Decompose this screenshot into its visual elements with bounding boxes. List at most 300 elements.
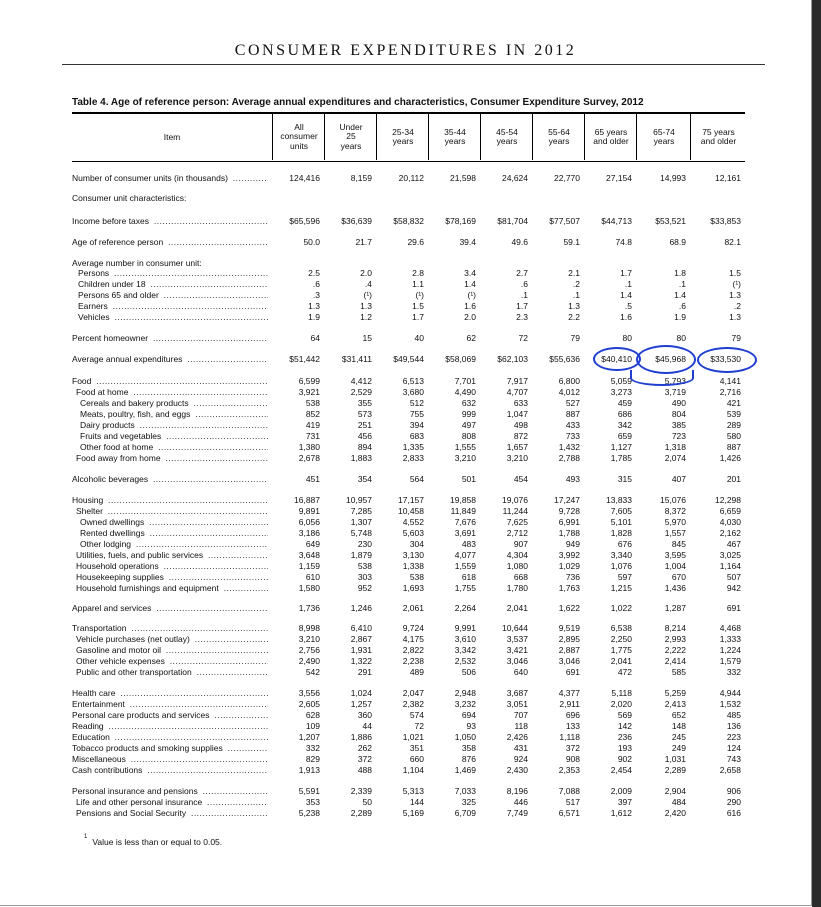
table-cell: 686 bbox=[617, 409, 632, 419]
table-cell: (¹) bbox=[467, 290, 476, 300]
row-label-text: Persons 65 and older bbox=[78, 290, 159, 300]
table-cell: 291 bbox=[357, 667, 372, 677]
table-cell: 668 bbox=[513, 572, 528, 582]
table-cell: 2,289 bbox=[350, 808, 372, 818]
row-label-text: Other lodging bbox=[80, 539, 132, 549]
table-cell: 4,377 bbox=[558, 688, 580, 698]
row-label-text: Miscellaneous bbox=[72, 754, 126, 764]
table-cell: 1,004 bbox=[664, 561, 686, 571]
table-cell: 7,033 bbox=[454, 786, 476, 796]
table-cell: 736 bbox=[565, 572, 580, 582]
table-cell: $33,530 bbox=[710, 354, 741, 364]
table-cell: 7,749 bbox=[506, 808, 528, 818]
table-cell: 580 bbox=[726, 431, 741, 441]
table-cell: 16,887 bbox=[294, 495, 320, 505]
column-header: 65-74 years bbox=[636, 114, 691, 160]
row-label-text: Food away from home bbox=[76, 453, 161, 463]
row-label bbox=[80, 409, 268, 420]
row-label bbox=[72, 333, 268, 344]
row-label-text: Housing bbox=[72, 495, 104, 505]
column-header: All consumer units bbox=[272, 114, 325, 160]
table-cell: 11,244 bbox=[502, 506, 528, 516]
row-label bbox=[80, 442, 268, 453]
table-cell: $58,832 bbox=[393, 216, 424, 226]
table-cell: 493 bbox=[565, 474, 580, 484]
table-row bbox=[72, 786, 745, 797]
table-cell: 50.0 bbox=[303, 237, 320, 247]
row-label-text: Percent homeowner bbox=[72, 333, 149, 343]
table-row bbox=[72, 216, 745, 227]
table-cell: 6,571 bbox=[558, 808, 580, 818]
table-cell: 538 bbox=[409, 572, 424, 582]
table-cell: 1.2 bbox=[360, 312, 372, 322]
table-row bbox=[72, 474, 745, 485]
table-cell: 15 bbox=[362, 333, 372, 343]
row-label bbox=[80, 517, 268, 528]
table-cell: 2,047 bbox=[402, 688, 424, 698]
table-cell: 6,659 bbox=[719, 506, 741, 516]
table-cell: 538 bbox=[305, 398, 320, 408]
table-row bbox=[72, 312, 745, 323]
row-label-text: Entertainment bbox=[72, 699, 125, 709]
table-cell: 4,490 bbox=[454, 387, 476, 397]
table-cell: 80 bbox=[676, 333, 686, 343]
table-cell: 3,691 bbox=[454, 528, 476, 538]
table-cell: 1,257 bbox=[350, 699, 372, 709]
table-cell: 397 bbox=[617, 797, 632, 807]
table-cell: 80 bbox=[622, 333, 632, 343]
table-cell: 731 bbox=[305, 431, 320, 441]
table-cell: 942 bbox=[726, 583, 741, 593]
table-cell: $78,169 bbox=[445, 216, 476, 226]
table-cell: 691 bbox=[726, 603, 741, 613]
table-cell: 1.5 bbox=[729, 268, 741, 278]
table-row bbox=[72, 301, 745, 312]
table-cell: 8,214 bbox=[664, 623, 686, 633]
row-label bbox=[78, 312, 268, 323]
table-cell: 2,041 bbox=[610, 656, 632, 666]
column-header: 35-44 years bbox=[428, 114, 481, 160]
table-cell: 733 bbox=[565, 431, 580, 441]
table-cell: 3,421 bbox=[506, 645, 528, 655]
row-label bbox=[80, 431, 268, 442]
row-label-text: Health care bbox=[72, 688, 116, 698]
table-cell: 230 bbox=[357, 539, 372, 549]
table-cell: $77,507 bbox=[549, 216, 580, 226]
table-cell: 394 bbox=[409, 420, 424, 430]
table-cell: 1,246 bbox=[350, 603, 372, 613]
row-label bbox=[80, 398, 268, 409]
table-cell: 1,780 bbox=[506, 583, 528, 593]
table-row bbox=[72, 688, 745, 699]
table-row bbox=[72, 517, 745, 528]
table-cell: 5,970 bbox=[664, 517, 686, 527]
table-cell: 1.6 bbox=[620, 312, 632, 322]
table-cell: 872 bbox=[513, 431, 528, 441]
table-cell: $33,853 bbox=[710, 216, 741, 226]
row-label bbox=[72, 754, 268, 765]
table-cell: 2,529 bbox=[350, 387, 372, 397]
table-cell: 2,339 bbox=[350, 786, 372, 796]
column-header: 25-34 years bbox=[376, 114, 429, 160]
table-cell: 1,763 bbox=[558, 583, 580, 593]
table-cell: 5,591 bbox=[298, 786, 320, 796]
table-cell: $51,442 bbox=[289, 354, 320, 364]
table-cell: 2,238 bbox=[402, 656, 424, 666]
table-cell: 1.8 bbox=[674, 268, 686, 278]
table-cell: 628 bbox=[305, 710, 320, 720]
table-cell: 3,687 bbox=[506, 688, 528, 698]
table-cell: 1.7 bbox=[620, 268, 632, 278]
table-cell: 1.1 bbox=[412, 279, 424, 289]
table-cell: 1,736 bbox=[298, 603, 320, 613]
table-cell: 1,104 bbox=[402, 765, 424, 775]
table-cell: 262 bbox=[357, 743, 372, 753]
table-cell: 2,162 bbox=[719, 528, 741, 538]
table-cell: 201 bbox=[726, 474, 741, 484]
table-cell: 1,215 bbox=[610, 583, 632, 593]
row-label bbox=[76, 645, 268, 656]
table-cell: 707 bbox=[513, 710, 528, 720]
table-cell: 59.1 bbox=[563, 237, 580, 247]
table-cell: 2,822 bbox=[402, 645, 424, 655]
table-cell: 1,287 bbox=[664, 603, 686, 613]
row-label-text: Food bbox=[72, 376, 92, 386]
table-cell: 999 bbox=[461, 409, 476, 419]
table-cell: 9,519 bbox=[558, 623, 580, 633]
table-cell: 2,532 bbox=[454, 656, 476, 666]
table-cell: 2,716 bbox=[719, 387, 741, 397]
row-label bbox=[76, 656, 268, 667]
table-cell: 2,895 bbox=[558, 634, 580, 644]
table-cell: $55,636 bbox=[549, 354, 580, 364]
table-cell: .6 bbox=[312, 279, 320, 289]
table-cell: 354 bbox=[357, 474, 372, 484]
table-cell: 1,436 bbox=[664, 583, 686, 593]
row-label bbox=[72, 732, 268, 743]
table-cell: 484 bbox=[671, 797, 686, 807]
row-label bbox=[72, 216, 268, 227]
row-label bbox=[76, 667, 268, 678]
row-label bbox=[76, 506, 268, 517]
table-cell: 385 bbox=[671, 420, 686, 430]
row-label bbox=[72, 688, 268, 699]
table-cell: 1,224 bbox=[719, 645, 741, 655]
table-cell: 2.1 bbox=[568, 268, 580, 278]
table-cell: 743 bbox=[726, 754, 741, 764]
table-cell: 2,712 bbox=[506, 528, 528, 538]
table-cell: 2,426 bbox=[506, 732, 528, 742]
table-cell: 564 bbox=[409, 474, 424, 484]
table-cell: 144 bbox=[409, 797, 424, 807]
table-row bbox=[72, 539, 745, 550]
table-cell: 887 bbox=[726, 442, 741, 452]
table-cell: 17,247 bbox=[554, 495, 580, 505]
row-label bbox=[76, 583, 268, 594]
table-cell: 459 bbox=[617, 398, 632, 408]
table-cell: 3.4 bbox=[464, 268, 476, 278]
table-cell: 5,793 bbox=[664, 376, 686, 386]
table-cell: 8,372 bbox=[664, 506, 686, 516]
table-cell: 64 bbox=[310, 333, 320, 343]
table-row bbox=[72, 420, 745, 431]
table-cell: 3,537 bbox=[506, 634, 528, 644]
table-cell: 360 bbox=[357, 710, 372, 720]
row-label-text: Food at home bbox=[76, 387, 129, 397]
table-cell: 372 bbox=[357, 754, 372, 764]
table-cell: 2,867 bbox=[350, 634, 372, 644]
column-header: 65 years and older bbox=[584, 114, 637, 160]
table-cell: 610 bbox=[305, 572, 320, 582]
table-cell: 1,883 bbox=[350, 453, 372, 463]
row-label bbox=[76, 808, 268, 819]
table-cell: $65,596 bbox=[289, 216, 320, 226]
row-label-text: Children under 18 bbox=[78, 279, 146, 289]
table-cell: 82.1 bbox=[724, 237, 741, 247]
table-cell: 12,161 bbox=[715, 173, 741, 183]
table-row bbox=[72, 268, 745, 279]
row-label bbox=[72, 699, 268, 710]
table-cell: 68.9 bbox=[669, 237, 686, 247]
row-label-text: Education bbox=[72, 732, 110, 742]
table-cell: 10,458 bbox=[398, 506, 424, 516]
table-cell: 72 bbox=[518, 333, 528, 343]
item-column-header: Item bbox=[163, 132, 181, 142]
table-cell: 2,833 bbox=[402, 453, 424, 463]
table-cell: 569 bbox=[617, 710, 632, 720]
row-label-text: Cereals and bakery products bbox=[80, 398, 189, 408]
table-cell: 517 bbox=[565, 797, 580, 807]
table-row bbox=[72, 173, 745, 184]
row-label bbox=[72, 786, 268, 797]
table-cell: 332 bbox=[305, 743, 320, 753]
table-cell: 451 bbox=[305, 474, 320, 484]
table-cell: 19,076 bbox=[502, 495, 528, 505]
row-label-text: Life and other personal insurance bbox=[76, 797, 203, 807]
table-cell: .4 bbox=[364, 279, 372, 289]
table-cell: 2,756 bbox=[298, 645, 320, 655]
table-cell: 852 bbox=[305, 409, 320, 419]
table-cell: 6,056 bbox=[298, 517, 320, 527]
table-cell: 8,159 bbox=[350, 173, 372, 183]
table-row bbox=[72, 634, 745, 645]
table-cell: 12,298 bbox=[715, 495, 741, 505]
table-cell: 2,009 bbox=[610, 786, 632, 796]
table-cell: 3,595 bbox=[664, 550, 686, 560]
table-cell: 2.3 bbox=[516, 312, 528, 322]
table-cell: 49.6 bbox=[511, 237, 528, 247]
row-label bbox=[78, 268, 268, 279]
row-label-text: Tobacco products and smoking supplies bbox=[72, 743, 223, 753]
table-cell: $36,639 bbox=[341, 216, 372, 226]
row-label-text: Owned dwellings bbox=[80, 517, 145, 527]
table-cell: 902 bbox=[617, 754, 632, 764]
header-bottom-rule bbox=[72, 161, 745, 162]
row-label bbox=[72, 376, 268, 387]
table-cell: 7,088 bbox=[558, 786, 580, 796]
table-row bbox=[72, 710, 745, 721]
column-header: 75 years and older bbox=[690, 114, 746, 160]
table-cell: 342 bbox=[617, 420, 632, 430]
table-cell: 808 bbox=[461, 431, 476, 441]
table-cell: 3,921 bbox=[298, 387, 320, 397]
row-label-text: Number of consumer units (in thousands) bbox=[72, 173, 228, 183]
table-cell: .1 bbox=[572, 290, 580, 300]
table-cell: 952 bbox=[357, 583, 372, 593]
table-cell: 498 bbox=[513, 420, 528, 430]
table-cell: 1,580 bbox=[298, 583, 320, 593]
table-cell: 6,991 bbox=[558, 517, 580, 527]
table-cell: 7,917 bbox=[506, 376, 528, 386]
table-cell: 1,426 bbox=[719, 453, 741, 463]
table-cell: 2.7 bbox=[516, 268, 528, 278]
table-cell: 3,210 bbox=[506, 453, 528, 463]
table-cell: 3,130 bbox=[402, 550, 424, 560]
table-cell: 633 bbox=[513, 398, 528, 408]
table-cell: 13,833 bbox=[606, 495, 632, 505]
table-cell: 1.3 bbox=[729, 290, 741, 300]
table-row bbox=[72, 453, 745, 464]
row-label-text: Gasoline and motor oil bbox=[76, 645, 162, 655]
row-label bbox=[78, 301, 268, 312]
table-cell: 5,238 bbox=[298, 808, 320, 818]
table-cell: 332 bbox=[726, 667, 741, 677]
row-label bbox=[76, 453, 268, 464]
table-cell: 3,210 bbox=[454, 453, 476, 463]
table-cell: 29.6 bbox=[407, 237, 424, 247]
table-cell: 676 bbox=[617, 539, 632, 549]
table-cell: 2,454 bbox=[610, 765, 632, 775]
table-cell: 632 bbox=[461, 398, 476, 408]
table-cell: 7,701 bbox=[454, 376, 476, 386]
table-cell: 21,598 bbox=[450, 173, 476, 183]
table-cell: 4,304 bbox=[506, 550, 528, 560]
table-row bbox=[72, 583, 745, 594]
table-cell: 7,625 bbox=[506, 517, 528, 527]
row-label bbox=[76, 797, 268, 808]
table-cell: 19,858 bbox=[450, 495, 476, 505]
table-cell: 490 bbox=[671, 398, 686, 408]
table-cell: $44,713 bbox=[601, 216, 632, 226]
table-cell: 8,196 bbox=[506, 786, 528, 796]
table-cell: 1,338 bbox=[402, 561, 424, 571]
table-cell: 1,047 bbox=[506, 409, 528, 419]
table-cell: 696 bbox=[565, 710, 580, 720]
table-cell: 74.8 bbox=[615, 237, 632, 247]
row-label-text: Other food at home bbox=[80, 442, 154, 452]
table-cell: 20,112 bbox=[398, 173, 424, 183]
table-cell: 2,678 bbox=[298, 453, 320, 463]
table-cell: 193 bbox=[617, 743, 632, 753]
table-cell: 249 bbox=[671, 743, 686, 753]
annotation-circle-65-older bbox=[593, 347, 641, 371]
row-label-text: Rented dwellings bbox=[80, 528, 145, 538]
table-cell: 497 bbox=[461, 420, 476, 430]
row-label bbox=[80, 528, 268, 539]
table-cell: 223 bbox=[726, 732, 741, 742]
table-cell: 372 bbox=[565, 743, 580, 753]
table-cell: 1,335 bbox=[402, 442, 424, 452]
table-cell: 1,021 bbox=[402, 732, 424, 742]
table-cell: 1,913 bbox=[298, 765, 320, 775]
table-cell: 1,076 bbox=[610, 561, 632, 571]
table-row bbox=[72, 656, 745, 667]
table-cell: 1.3 bbox=[360, 301, 372, 311]
row-label-text: Vehicle purchases (net outlay) bbox=[76, 634, 190, 644]
table-row bbox=[72, 754, 745, 765]
table-cell: 2,041 bbox=[506, 603, 528, 613]
table-cell: .1 bbox=[678, 279, 686, 289]
table-cell: (¹) bbox=[363, 290, 372, 300]
table-row bbox=[72, 442, 745, 453]
table-cell: 6,538 bbox=[610, 623, 632, 633]
row-label-text: Persons bbox=[78, 268, 110, 278]
row-label-text: Shelter bbox=[76, 506, 103, 516]
table-cell: $62,103 bbox=[497, 354, 528, 364]
table-cell: 1.6 bbox=[464, 301, 476, 311]
table-cell: .1 bbox=[520, 290, 528, 300]
table-cell: 1,828 bbox=[610, 528, 632, 538]
table-cell: 501 bbox=[461, 474, 476, 484]
row-label-text: Public and other transportation bbox=[76, 667, 192, 677]
table-row bbox=[72, 398, 745, 409]
row-label-text: Household furnishings and equipment bbox=[76, 583, 219, 593]
table-cell: 10,957 bbox=[346, 495, 372, 505]
section-label: Consumer unit characteristics: bbox=[72, 193, 187, 203]
table-cell: 1,380 bbox=[298, 442, 320, 452]
table-cell: $53,521 bbox=[655, 216, 686, 226]
table-cell: 289 bbox=[726, 420, 741, 430]
table-cell: 315 bbox=[617, 474, 632, 484]
table-row bbox=[72, 387, 745, 398]
row-label-text: Housekeeping supplies bbox=[76, 572, 164, 582]
row-label bbox=[72, 354, 268, 365]
table-cell: 2.2 bbox=[568, 312, 580, 322]
table-row bbox=[72, 528, 745, 539]
row-label-text: Household operations bbox=[76, 561, 159, 571]
row-label-text: Utilities, fuels, and public services bbox=[76, 550, 204, 560]
table-cell: 1,333 bbox=[719, 634, 741, 644]
table-cell: 845 bbox=[671, 539, 686, 549]
table-row bbox=[72, 797, 745, 808]
table-cell: 1,029 bbox=[558, 561, 580, 571]
table-cell: 649 bbox=[305, 539, 320, 549]
table-cell: 21.7 bbox=[355, 237, 372, 247]
table-cell: 2,414 bbox=[664, 656, 686, 666]
row-label-text: Other vehicle expenses bbox=[76, 656, 165, 666]
table-cell: 3,680 bbox=[402, 387, 424, 397]
table-cell: 290 bbox=[726, 797, 741, 807]
table-cell: .6 bbox=[520, 279, 528, 289]
table-cell: 5,748 bbox=[350, 528, 372, 538]
table-cell: 3,046 bbox=[506, 656, 528, 666]
table-cell: 3,340 bbox=[610, 550, 632, 560]
table-cell: 573 bbox=[357, 409, 372, 419]
table-cell: 14,993 bbox=[660, 173, 686, 183]
table-cell: 3,556 bbox=[298, 688, 320, 698]
table-cell: 325 bbox=[461, 797, 476, 807]
table-cell: 506 bbox=[461, 667, 476, 677]
table-cell: 1,693 bbox=[402, 583, 424, 593]
row-label bbox=[78, 279, 268, 290]
row-label bbox=[78, 290, 268, 301]
table-cell: 1.5 bbox=[412, 301, 424, 311]
table-cell: 4,012 bbox=[558, 387, 580, 397]
table-cell: 2,222 bbox=[664, 645, 686, 655]
page-header: CONSUMER EXPENDITURES IN 2012 bbox=[234, 42, 577, 59]
table-cell: 6,800 bbox=[558, 376, 580, 386]
table-cell: 3,992 bbox=[558, 550, 580, 560]
